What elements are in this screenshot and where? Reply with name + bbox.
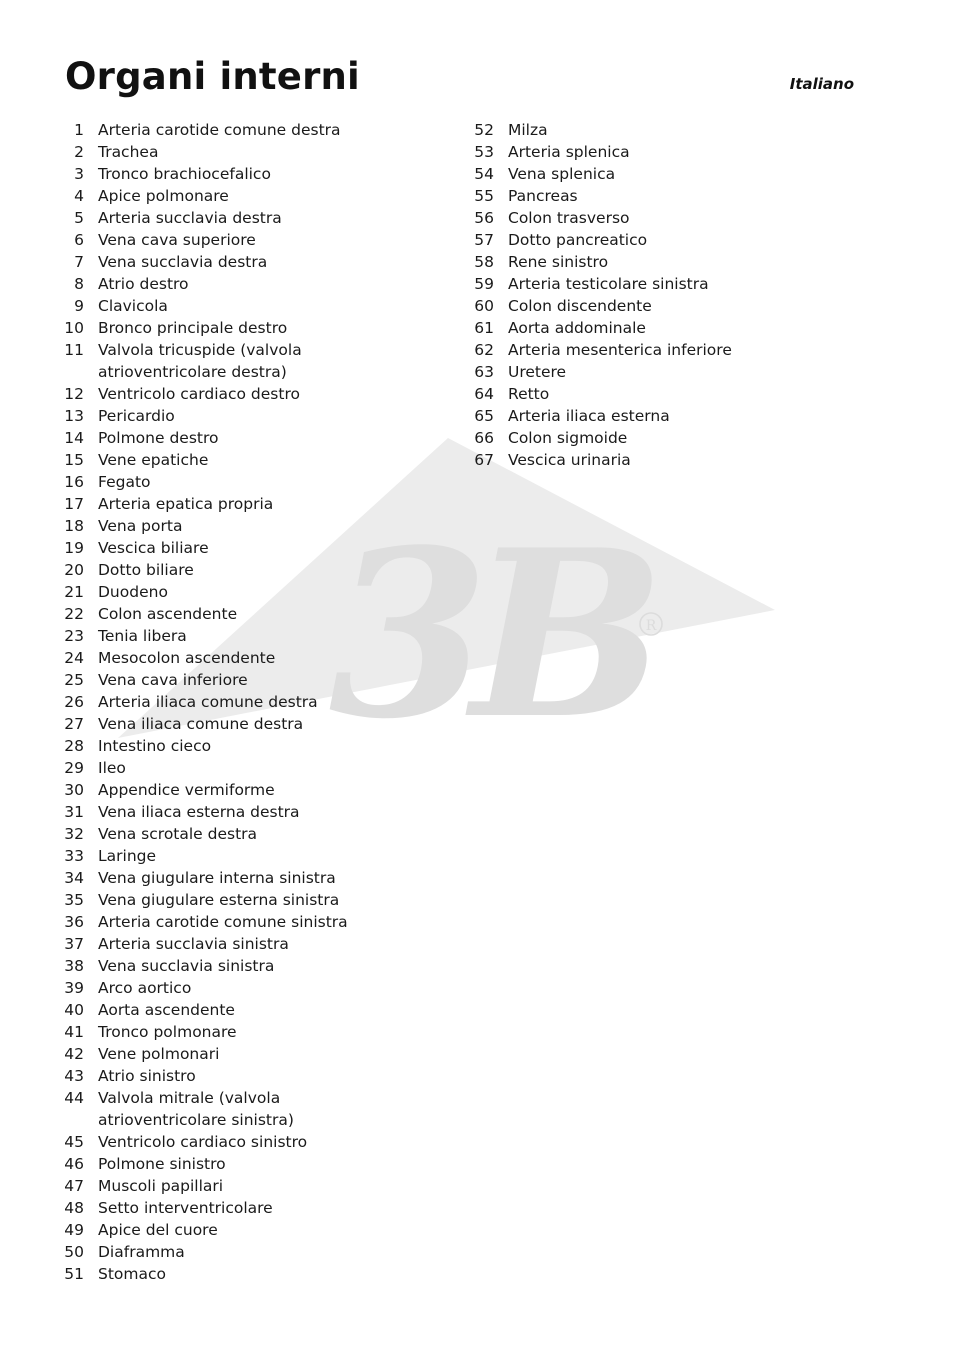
legend-item-label: Trachea [98,143,159,161]
legend-item-number: 23 [64,627,84,645]
legend-item-number: 61 [474,319,494,337]
legend-item [64,1065,434,1087]
legend-item-number: 50 [64,1243,84,1261]
legend-item [64,1153,434,1175]
legend-item-number: 24 [64,649,84,667]
legend-item [64,493,434,515]
legend-item-label: Vena succlavia destra [98,253,268,271]
legend-item-number: 17 [64,495,84,513]
legend-item-number: 32 [64,825,84,843]
legend-item-number: 12 [64,385,84,403]
legend-item-number: 56 [474,209,494,227]
legend-item [64,163,434,185]
legend-item-number: 54 [474,165,494,183]
legend-item-number: 60 [474,297,494,315]
legend-item-number: 48 [64,1199,84,1217]
legend-item [474,339,874,361]
legend-item [474,207,874,229]
legend-item-number: 25 [64,671,84,689]
legend-item-number: 30 [64,781,84,799]
legend-item-number: 64 [474,385,494,403]
legend-item [64,1263,434,1285]
legend-item-label: Dotto pancreatico [508,231,648,249]
legend-item [64,317,434,339]
legend-item-label: Appendice vermiforme [98,781,275,799]
legend-item-number: 65 [474,407,494,425]
legend-item-label: Arteria iliaca esterna [508,407,670,425]
legend-item-label: Laringe [98,847,157,865]
legend-item [64,999,434,1021]
legend-item-label: Vena cava inferiore [98,671,248,689]
legend-item-label: Intestino cieco [98,737,212,755]
legend-item-number: 22 [64,605,84,623]
legend-item-label: Ileo [98,759,126,777]
legend-item-number: 58 [474,253,494,271]
legend-item-label: Polmone sinistro [98,1155,226,1173]
legend-item [64,1087,434,1109]
legend-item-label: Vene epatiche [98,451,209,469]
legend-item-number: 41 [64,1023,84,1041]
legend-item-number: 18 [64,517,84,535]
legend-item-label: Vene polmonari [98,1045,220,1063]
legend-item [474,427,874,449]
legend-column-right [474,119,874,471]
legend-item-number: 20 [64,561,84,579]
legend-item-label: Aorta ascendente [98,1001,235,1019]
legend-item [64,1021,434,1043]
legend-item-label: Milza [508,121,548,139]
legend-item-label: Aorta addominale [508,319,646,337]
legend-item-label: Ventricolo cardiaco sinistro [98,1133,308,1151]
legend-item-label: Arteria testicolare sinistra [508,275,709,293]
legend-item-number: 2 [74,143,84,161]
legend-item-label: Colon ascendente [98,605,238,623]
legend-item-label: Setto interventricolare [98,1199,273,1217]
legend-item-label: Apice del cuore [98,1221,218,1239]
legend-item-number: 28 [64,737,84,755]
legend-item [64,713,434,735]
legend-item [474,273,874,295]
legend-item-label: Vena giugulare esterna sinistra [98,891,340,909]
legend-item-number: 11 [64,341,84,359]
legend-item [64,867,434,889]
legend-item [64,801,434,823]
legend-item-label: Vena porta [98,517,183,535]
legend-item [64,471,434,493]
legend-item-label: Vena scrotale destra [98,825,258,843]
legend-item [64,185,434,207]
legend-item [474,185,874,207]
legend-item-label: Vescica biliare [98,539,209,557]
legend-item-number: 6 [74,231,84,249]
legend-item [474,449,874,471]
legend-item-number: 55 [474,187,494,205]
legend-item [64,515,434,537]
legend-item-label: Vena iliaca esterna destra [98,803,300,821]
legend-item-number: 15 [64,451,84,469]
legend-item-label: Arteria succlavia destra [98,209,282,227]
legend-item-number: 44 [64,1089,84,1107]
legend-item [64,647,434,669]
legend-item-label: Arteria carotide comune sinistra [98,913,348,931]
legend-item-number: 40 [64,1001,84,1019]
legend-item-number: 7 [74,253,84,271]
legend-item [64,691,434,713]
legend-item-label: Pericardio [98,407,175,425]
legend-item [474,163,874,185]
legend-item-label: atrioventricolare sinistra) [98,1111,294,1129]
legend-item-label: atrioventricolare destra) [98,363,287,381]
legend-item-number: 27 [64,715,84,733]
legend-item [64,207,434,229]
legend-item-continuation [64,361,434,383]
legend-item-number [64,1109,84,1131]
legend-item-label: Tronco brachiocefalico [98,165,271,183]
legend-item-number: 47 [64,1177,84,1195]
legend-item-number: 5 [74,209,84,227]
legend-item [64,1219,434,1241]
legend-item-label: Arteria succlavia sinistra [98,935,289,953]
legend-item-label: Arco aortico [98,979,192,997]
legend-item-number: 45 [64,1133,84,1151]
legend-item [64,735,434,757]
legend-item-number: 37 [64,935,84,953]
legend-item-number: 52 [474,121,494,139]
legend-item [64,625,434,647]
legend-item [64,273,434,295]
legend-item [64,141,434,163]
legend-item-number: 9 [74,297,84,315]
legend-item-number: 49 [64,1221,84,1239]
watermark-logo-text: 3B [328,500,648,770]
legend-item-number: 33 [64,847,84,865]
legend-item-label: Polmone destro [98,429,219,447]
legend-item-number: 21 [64,583,84,601]
legend-item-label: Vena splenica [508,165,616,183]
legend-item [64,779,434,801]
legend-item-label: Tronco polmonare [98,1023,237,1041]
legend-item-label: Apice polmonare [98,187,229,205]
legend-item-number: 19 [64,539,84,557]
legend-item [64,1175,434,1197]
legend-item-label: Fegato [98,473,151,491]
legend-item-label: Muscoli papillari [98,1177,224,1195]
legend-item-label: Vena iliaca comune destra [98,715,304,733]
legend-item [64,845,434,867]
legend-item [474,317,874,339]
legend-item-label: Colon trasverso [508,209,630,227]
legend-item-number: 26 [64,693,84,711]
page-title: Organi interni [65,55,360,98]
legend-item-number: 8 [74,275,84,293]
legend-item-number: 31 [64,803,84,821]
legend-item-number: 4 [74,187,84,205]
legend-item-label: Stomaco [98,1265,167,1283]
legend-item-number: 63 [474,363,494,381]
legend-item-number: 35 [64,891,84,909]
legend-item [474,229,874,251]
legend-item-label: Clavicola [98,297,168,315]
legend-item-label: Vena succlavia sinistra [98,957,275,975]
legend-item [64,295,434,317]
legend-item [64,977,434,999]
legend-item-label: Colon discendente [508,297,652,315]
legend-item [474,119,874,141]
legend-item-number: 51 [64,1265,84,1283]
legend-item-label: Diaframma [98,1243,185,1261]
legend-item-number: 43 [64,1067,84,1085]
legend-item-number: 10 [64,319,84,337]
legend-item [64,339,434,361]
legend-item-number: 29 [64,759,84,777]
legend-item-number: 1 [74,121,84,139]
legend-item [474,361,874,383]
legend-item [64,383,434,405]
legend-item [64,1197,434,1219]
legend-item-label: Dotto biliare [98,561,194,579]
legend-item-label: Valvola tricuspide (valvola [98,341,302,359]
legend-item-number: 66 [474,429,494,447]
legend-item [64,559,434,581]
legend-item-number: 42 [64,1045,84,1063]
legend-item-label: Atrio destro [98,275,189,293]
legend-item-number: 39 [64,979,84,997]
legend-item-label: Duodeno [98,583,168,601]
legend-item [64,537,434,559]
legend-item-number: 3 [74,165,84,183]
legend-item-label: Pancreas [508,187,578,205]
legend-item-label: Arteria mesenterica inferiore [508,341,732,359]
legend-item-label: Rene sinistro [508,253,609,271]
legend-item-label: Ventricolo cardiaco destro [98,385,300,403]
legend-item-number: 34 [64,869,84,887]
legend-item-label: Vena giugulare interna sinistra [98,869,336,887]
legend-item [64,449,434,471]
legend-item-label: Arteria epatica propria [98,495,274,513]
legend-item [64,405,434,427]
legend-item-number [64,361,84,383]
legend-item [64,119,434,141]
legend-column-left [64,119,434,1285]
legend-item [64,581,434,603]
legend-item-label: Atrio sinistro [98,1067,196,1085]
legend-item-label: Retto [508,385,550,403]
legend-item [64,427,434,449]
legend-item-number: 59 [474,275,494,293]
language-label: Italiano [789,75,854,93]
legend-item-label: Arteria carotide comune destra [98,121,341,139]
legend-item [64,603,434,625]
legend-item-label: Mesocolon ascendente [98,649,276,667]
legend-item [64,911,434,933]
legend-item [64,823,434,845]
legend-item-number: 16 [64,473,84,491]
legend-item-label: Arteria splenica [508,143,630,161]
legend-item-number: 14 [64,429,84,447]
legend-item [474,251,874,273]
legend-item-label: Vena cava superiore [98,231,256,249]
legend-item-number: 36 [64,913,84,931]
legend-item-number: 13 [64,407,84,425]
registered-mark-letter: R [645,618,657,634]
legend-item-label: Arteria iliaca comune destra [98,693,318,711]
legend-item [64,1131,434,1153]
legend-item-number: 57 [474,231,494,249]
legend-item [474,383,874,405]
legend-item [64,1241,434,1263]
legend-item [64,229,434,251]
legend-item [474,295,874,317]
legend-item [64,757,434,779]
legend-item-label: Valvola mitrale (valvola [98,1089,281,1107]
legend-item [64,1043,434,1065]
legend-item [64,889,434,911]
legend-item-label: Tenia libera [98,627,187,645]
legend-item [474,141,874,163]
legend-item-number: 46 [64,1155,84,1173]
legend-item-continuation [64,1109,434,1131]
legend-item [64,933,434,955]
legend-item-number: 53 [474,143,494,161]
legend-item [64,955,434,977]
legend-item-number: 67 [474,451,494,469]
legend-item [474,405,874,427]
legend-item-label: Colon sigmoide [508,429,628,447]
legend-item-label: Uretere [508,363,567,381]
legend-item [64,251,434,273]
legend-item-label: Bronco principale destro [98,319,288,337]
legend-item [64,669,434,691]
legend-item-number: 38 [64,957,84,975]
legend-item-number: 62 [474,341,494,359]
legend-item-label: Vescica urinaria [508,451,631,469]
